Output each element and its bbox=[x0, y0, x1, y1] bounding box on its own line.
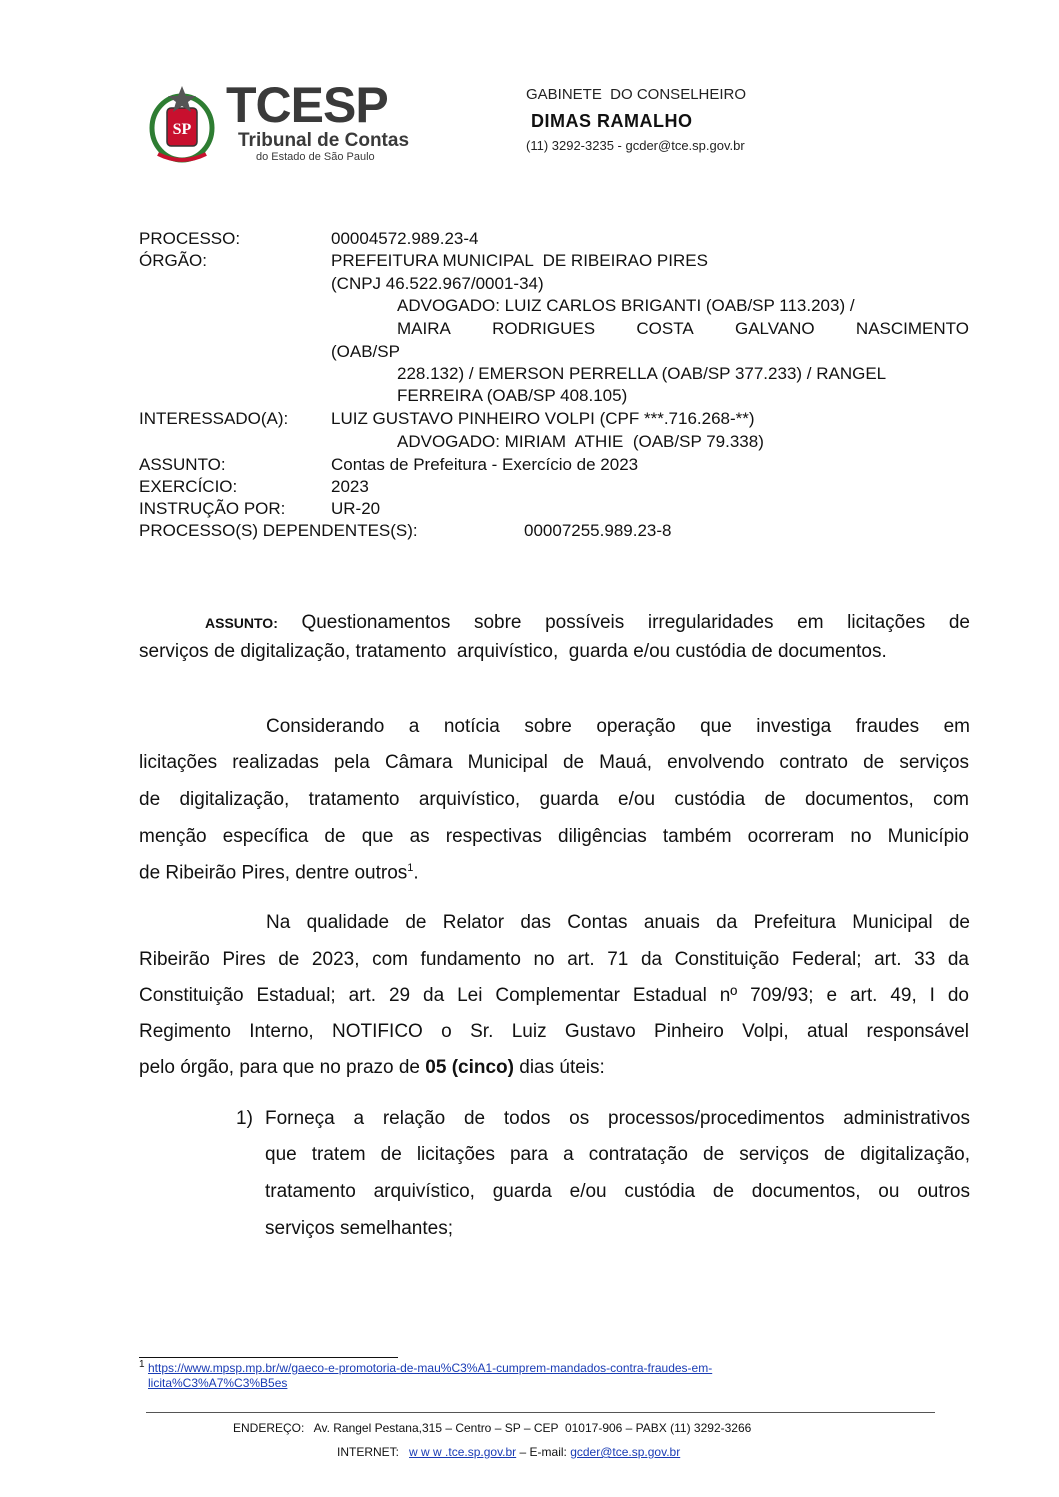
advogado-line-2b: (OAB/SP bbox=[331, 342, 400, 361]
footer-address: ENDEREÇO: Av. Rangel Pestana,315 – Centro – SP – CEP 01017-906 – PABX (11) 3292-3266 bbox=[233, 1421, 752, 1435]
assunto-label: ASSUNTO: bbox=[139, 455, 226, 474]
orgao-cnpj: (CNPJ 46.522.967/0001-34) bbox=[331, 274, 544, 293]
logo-wordmark: TCESP bbox=[226, 77, 388, 133]
footer-internet bbox=[337, 1445, 680, 1459]
interessado-label: INTERESSADO(A): bbox=[139, 409, 289, 428]
councillor-name: DIMAS RAMALHO bbox=[531, 111, 693, 131]
paragraph-2-last-post: dias úteis: bbox=[513, 1057, 605, 1078]
interessado-value: LUIZ GUSTAVO PINHEIRO VOLPI (CPF ***.716.268-**) bbox=[331, 409, 755, 428]
logo-subtitle: Tribunal de Contas bbox=[238, 130, 410, 151]
paragraph-2-line: Constituição Estadual; art. 29 da Lei Complementar Estadual nº 709/93; e art. 49, I do bbox=[139, 985, 969, 1006]
footnote-link[interactable] bbox=[148, 1361, 848, 1391]
website-link[interactable]: w w w .tce.sp.gov.br bbox=[409, 1445, 517, 1459]
adv-word: NASCIMENTO bbox=[855, 319, 969, 338]
email-link[interactable]: gcder@tce.sp.gov.br bbox=[570, 1445, 681, 1459]
paragraph-1-line: Considerando a notícia sobre operação que investiga fraudes em bbox=[266, 716, 970, 737]
office-title: GABINETE DO CONSELHEIRO bbox=[526, 86, 747, 103]
adv-word: RODRIGUES bbox=[492, 319, 596, 338]
advogado-line-3: 228.132) / EMERSON PERRELLA (OAB/SP 377.233) / RANGEL bbox=[397, 364, 887, 383]
footer-divider bbox=[146, 1412, 935, 1413]
internet-label: INTERNET: bbox=[337, 1445, 400, 1459]
adv-word: COSTA bbox=[636, 319, 694, 338]
subject-label: ASSUNTO: bbox=[205, 615, 278, 631]
period: . bbox=[413, 862, 419, 884]
tcesp-seal-logo bbox=[146, 84, 218, 164]
orgao-value: PREFEITURA MUNICIPAL DE RIBEIRAO PIRES bbox=[331, 251, 708, 270]
paragraph-1-line: de digitalização, tratamento arquivístico, guarda e/ou custódia de documentos, com bbox=[139, 789, 969, 810]
advogado-line-4: FERREIRA (OAB/SP 408.105) bbox=[397, 386, 628, 405]
seal-text: SP bbox=[172, 121, 192, 138]
deadline-bold: 05 (cinco) bbox=[425, 1057, 514, 1078]
email-separator: – E-mail: bbox=[516, 1445, 571, 1459]
footnote-mark: 1 bbox=[139, 1359, 145, 1370]
dependentes-value: 00007255.989.23-8 bbox=[524, 521, 672, 540]
exercicio-label: EXERCÍCIO: bbox=[139, 477, 238, 496]
footnote-ref: 1 bbox=[407, 862, 414, 874]
paragraph-1-last-line bbox=[139, 862, 419, 884]
instrucao-label: INSTRUÇÃO POR: bbox=[139, 499, 286, 518]
interessado-advogado: ADVOGADO: MIRIAM ATHIE (OAB/SP 79.338) bbox=[397, 432, 764, 451]
dependentes-label: PROCESSO(S) DEPENDENTES(S): bbox=[139, 521, 418, 540]
instrucao-value: UR-20 bbox=[331, 499, 381, 518]
paragraph-2-last-pre: pelo órgão, para que no prazo de bbox=[139, 1057, 426, 1078]
paragraph-2-last-line bbox=[139, 1057, 605, 1079]
paragraph-1-last-text: de Ribeirão Pires, dentre outros bbox=[139, 862, 408, 884]
paragraph-1-line: licitações realizadas pela Câmara Municipal de Mauá, envolvendo contrato de serviços bbox=[139, 752, 969, 773]
footnote-link-line-2[interactable]: licita%C3%A7%C3%B5es bbox=[148, 1376, 288, 1390]
list-item-line: Forneça a relação de todos os processos/procedimentos administrativos bbox=[265, 1108, 970, 1129]
list-item-number: 1) bbox=[236, 1108, 253, 1129]
exercicio-value: 2023 bbox=[331, 477, 369, 496]
footnote-divider bbox=[139, 1357, 398, 1358]
advogado-line-1: ADVOGADO: LUIZ CARLOS BRIGANTI (OAB/SP 113.203) / bbox=[397, 296, 855, 315]
list-item-line: que tratem de licitações para a contratação de serviços de digitalização, bbox=[265, 1144, 970, 1165]
footnote-link-line-1[interactable]: https://www.mpsp.mp.br/w/gaeco-e-promotoria-de-mau%C3%A1-cumprem-mandados-contra-fraudes-em- bbox=[148, 1361, 713, 1375]
list-item-last-line: serviços semelhantes; bbox=[265, 1218, 453, 1239]
subject-line-2: serviços de digitalização, tratamento arquivístico, guarda e/ou custódia de documentos. bbox=[139, 641, 887, 662]
logo-subtitle-2: do Estado de São Paulo bbox=[256, 151, 375, 163]
office-contact: (11) 3292-3235 - gcder@tce.sp.gov.br bbox=[526, 138, 745, 153]
list-item-line: tratamento arquivístico, guarda e/ou custódia de documentos, ou outros bbox=[265, 1181, 970, 1202]
orgao-label: ÓRGÃO: bbox=[139, 251, 208, 270]
assunto-value: Contas de Prefeitura - Exercício de 2023 bbox=[331, 455, 639, 474]
adv-word: MAIRA bbox=[397, 319, 451, 338]
subject-line-1 bbox=[205, 612, 970, 634]
paragraph-2-line: Regimento Interno, NOTIFICO o Sr. Luiz Gustavo Pinheiro Volpi, atual responsável bbox=[139, 1021, 969, 1042]
paragraph-2-line: Na qualidade de Relator das Contas anuais da Prefeitura Municipal de bbox=[266, 912, 970, 933]
adv-word: GALVANO bbox=[734, 319, 815, 338]
subject-text-1: Questionamentos sobre possíveis irregularidades em licitações de bbox=[301, 612, 970, 633]
processo-value: 00004572.989.23-4 bbox=[331, 229, 479, 248]
processo-label: PROCESSO: bbox=[139, 229, 241, 248]
paragraph-2-line: Ribeirão Pires de 2023, com fundamento no art. 71 da Constituição Federal; art. 33 da bbox=[139, 949, 969, 970]
advogado-line-2 bbox=[397, 318, 969, 340]
paragraph-1-line: menção específica de que as respectivas diligências também ocorreram no Município bbox=[139, 826, 969, 847]
